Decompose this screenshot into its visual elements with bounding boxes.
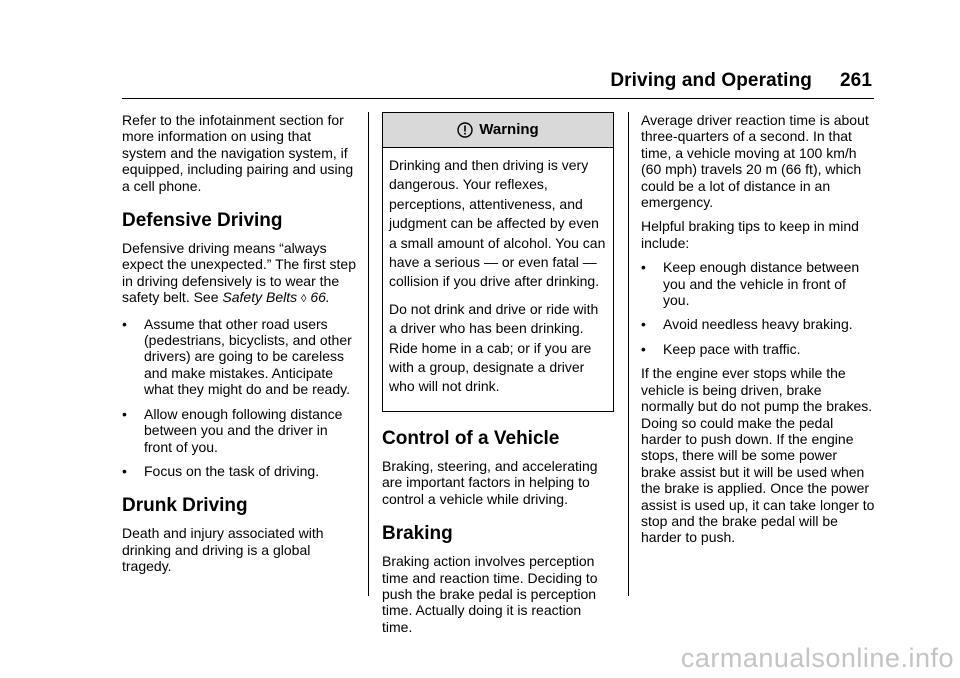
list-item-text: Focus on the task of driving.: [144, 462, 320, 479]
braking-tips-intro: Helpful braking tips to keep in mind include:: [641, 218, 859, 251]
column-divider-1: [368, 112, 369, 596]
list-item: [122, 406, 358, 455]
control-of-vehicle-heading: Control of a Vehicle: [382, 427, 560, 449]
list-item-text: Allow enough following distance between you and the driver in front of you.: [144, 405, 343, 455]
bullet-icon: •: [641, 316, 646, 333]
warning-box: [382, 112, 614, 412]
column-divider-2: [628, 112, 629, 596]
warning-header: [383, 113, 613, 148]
warning-paragraph-1: Drinking and then driving is very dangerous. Your reflexes, perceptions, attentiveness, and judgment can be affected by even a small amount of alcohol. You can have a serious — or even fatal — collision if you drive after drinking.: [389, 157, 606, 290]
safety-belts-ref-page: 66: [310, 289, 326, 306]
bullet-icon: •: [641, 259, 646, 276]
page-ref-icon: ◊: [301, 293, 307, 306]
column-1: [122, 112, 358, 583]
column-3: [641, 112, 875, 554]
warning-label: Warning: [479, 120, 539, 138]
braking-paragraph: Braking action involves perception time and reaction time. Deciding to push the brake pedal is perception time. Actually doing it is reaction time.: [382, 553, 598, 635]
warning-body: [383, 148, 613, 411]
page-number: 261: [839, 70, 872, 91]
defensive-driving-paragraph: [122, 240, 358, 308]
watermark: carmanualsonline.info: [680, 643, 954, 673]
section-title: Driving and Operating: [610, 70, 812, 91]
engine-stop-paragraph: If the engine ever stops while the vehicle is being driven, brake normally but do not pump the brakes. Doing so could make the pedal harder to push down. If the engine stops, there will be some power brake assist but it will be used when the brake is applied. Once the power assist is used up, it can take longer to stop and the brake pedal will be harder to push.: [641, 365, 875, 546]
list-item: [641, 259, 875, 308]
list-item: [122, 463, 358, 479]
list-item-text: Keep pace with traffic.: [663, 340, 801, 357]
safety-belts-link[interactable]: Safety Belts ◊ 66.: [222, 289, 330, 306]
bullet-icon: •: [122, 405, 127, 422]
intro-paragraph: Refer to the infotainment section for more information on using that system and the navigation system, if equipped, including pairing and using a cell phone.: [122, 112, 354, 194]
warning-paragraph-2: Do not drink and drive or ride with a driver who has been drinking. Ride home in a cab; or if you are with a group, designate a driver who will not drink.: [389, 300, 599, 395]
defensive-text: Defensive driving means “always expect the unexpected.” The first step in driving defensively is to wear the safety belt. See: [122, 240, 356, 306]
drunk-driving-heading: Drunk Driving: [122, 495, 248, 517]
warning-icon: [457, 122, 473, 138]
control-of-vehicle-paragraph: Braking, steering, and accelerating are important factors in helping to control a vehicle while driving.: [382, 457, 598, 507]
defensive-driving-heading: Defensive Driving: [122, 210, 283, 232]
list-item-text: Assume that other road users (pedestrians, bicyclists, and other drivers) are going to be careless and make mistakes. Anticipate what they might do and be ready.: [144, 315, 352, 398]
list-item: [641, 341, 875, 357]
page-header: [610, 70, 872, 92]
bullet-icon: •: [641, 340, 646, 357]
bullet-icon: •: [122, 315, 127, 332]
column-2: [382, 112, 614, 643]
header-rule: [122, 98, 874, 99]
bullet-icon: •: [122, 462, 127, 479]
list-item-text: Avoid needless heavy braking.: [663, 316, 853, 333]
reaction-time-paragraph: Average driver reaction time is about three-quarters of a second. In that time, a vehicle moving at 100 km/h (60 mph) travels 20 m (66 ft), which could be a lot of distance in an emergency.: [641, 112, 869, 211]
drunk-driving-paragraph: Death and injury associated with drinking and driving is a global tragedy.: [122, 525, 324, 575]
list-item: [641, 316, 875, 332]
braking-heading: Braking: [382, 523, 453, 545]
list-item: [122, 316, 358, 398]
safety-belts-ref-text: Safety Belts: [222, 289, 298, 306]
list-item-text: Keep enough distance between you and the vehicle in front of you.: [663, 259, 860, 309]
